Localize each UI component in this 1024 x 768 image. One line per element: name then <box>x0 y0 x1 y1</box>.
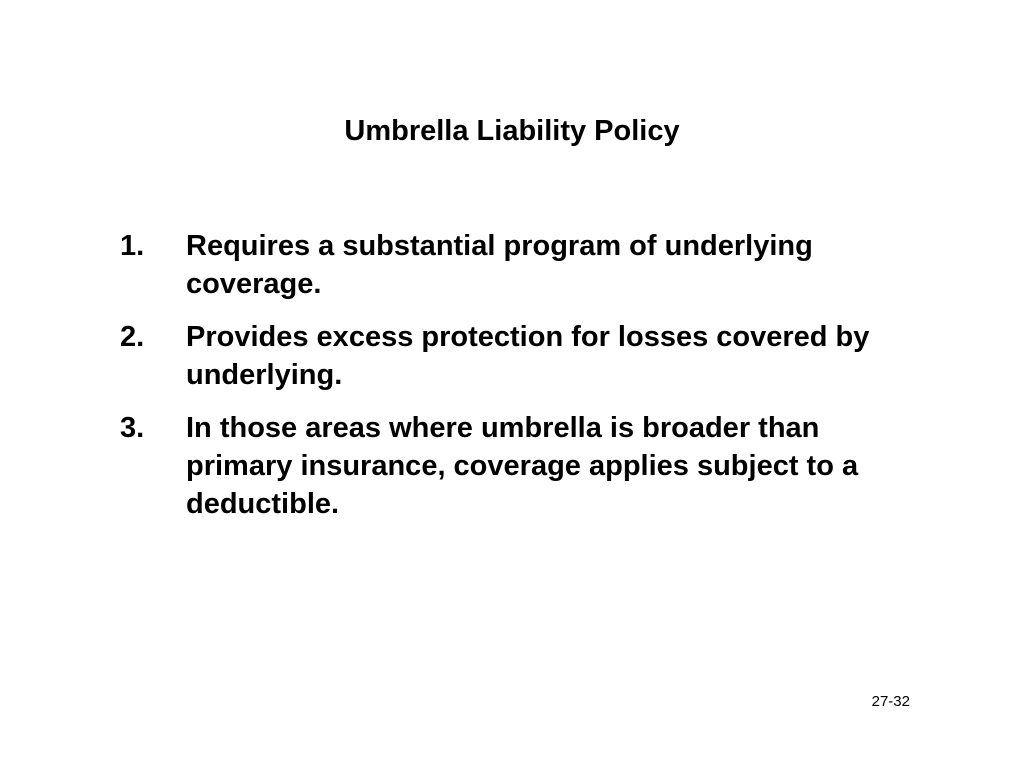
list-item-number: 1. <box>120 230 145 262</box>
list-item-number: 2. <box>120 321 145 353</box>
list-item-number: 3. <box>120 412 145 444</box>
list-item <box>120 318 880 394</box>
slide-title: Umbrella Liability Policy <box>344 115 680 147</box>
list-item-text: In those areas where umbrella is broader than primary insurance, coverage applies subject to a deductible. <box>186 412 859 520</box>
numbered-list <box>120 227 880 538</box>
list-item-text: Provides excess protection for losses covered by underlying. <box>186 321 870 391</box>
page-number: 27-32 <box>871 693 910 710</box>
list-item-text: Requires a substantial program of underlying coverage. <box>186 230 813 300</box>
list-item <box>120 409 880 523</box>
list-item <box>120 227 880 303</box>
